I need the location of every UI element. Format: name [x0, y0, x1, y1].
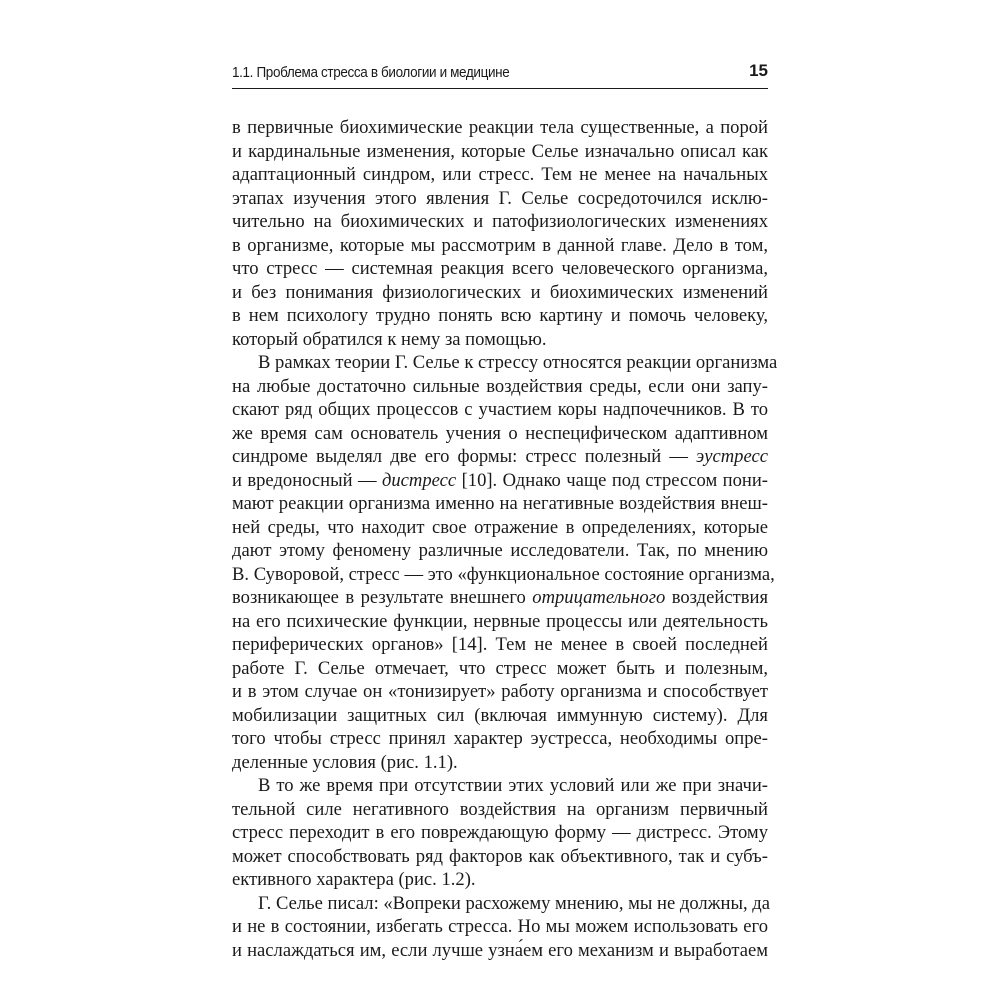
text-segment: работе Г. Селье отмечает, что стресс может быть и полезным, — [232, 657, 768, 679]
text-line — [232, 845, 768, 869]
text-line — [232, 586, 768, 610]
text-segment: дают этому феномену различные исследователи. Так, по мнению — [232, 540, 768, 561]
text-segment: на любые достаточно сильные воздействия среды, если они запу- — [232, 375, 768, 397]
text-line — [232, 492, 768, 516]
text-line — [232, 798, 768, 822]
text-line — [232, 281, 768, 305]
text-segment: стресс переходит в его повреждающую форму — дистресс. Этому — [232, 822, 768, 843]
paragraph — [232, 892, 768, 963]
text-line — [232, 704, 768, 728]
text-segment: деленные условия (рис. 1.1). — [232, 751, 458, 773]
text-line — [232, 445, 768, 469]
paragraph — [232, 351, 778, 774]
text-segment: [10]. Однако чаще под стрессом пони- — [456, 469, 768, 491]
italic-term: дистресс — [381, 469, 457, 491]
text-line — [232, 398, 768, 422]
text-line — [232, 939, 768, 963]
text-segment: в нем психологу трудно понять всю картину и помочь человеку, — [232, 305, 768, 326]
text-segment: в организме, которые мы рассмотрим в данной главе. Дело в том, — [232, 234, 768, 256]
text-segment: мобилизации защитных сил (включая иммунную систему). Для — [232, 704, 768, 726]
text-line — [232, 915, 768, 939]
text-segment: того чтобы стресс принял характер эустресса, необходимы опре- — [232, 728, 768, 749]
text-line — [232, 375, 768, 399]
text-segment: же время сам основатель учения о неспецифическом адаптивном — [232, 422, 768, 444]
paragraph — [232, 116, 768, 351]
text-line — [232, 539, 768, 563]
text-segment: В то же время при отсутствии этих условий или же при значи- — [258, 775, 768, 796]
italic-term: отрицательного — [532, 587, 666, 608]
text-line — [232, 422, 768, 446]
text-line — [232, 187, 768, 211]
text-segment: что стресс — системная реакция всего человеческого организма, — [232, 258, 768, 279]
page-number: 15 — [749, 61, 768, 80]
text-segment: мают реакции организма именно на негативные воздействия внеш- — [232, 493, 768, 514]
text-line — [232, 563, 775, 587]
text-line — [232, 234, 768, 258]
paragraph — [232, 774, 768, 892]
text-segment: и без понимания физиологических и биохимических изменений — [232, 281, 768, 303]
text-line — [232, 821, 768, 845]
text-line — [232, 610, 768, 634]
text-segment: этапах изучения этого явления Г. Селье сосредоточился исклю- — [232, 187, 768, 209]
text-line — [232, 116, 768, 140]
text-segment: и наслаждаться им, если лучше узна́ем его механизм и выработаем — [232, 939, 768, 961]
text-segment: и кардинальные изменения, которые Селье изначально описал как — [232, 140, 768, 162]
text-segment: синдроме выделял две его формы: стресс полезный — — [232, 446, 697, 467]
text-segment: и в этом случае он «тонизирует» работу организма и способствует — [232, 681, 768, 702]
text-line — [232, 633, 768, 657]
text-segment: и вредоносный — — [232, 469, 382, 491]
running-head: 1.1. Проблема стресса в биологии и медицине — [232, 64, 510, 81]
text-line — [232, 680, 768, 704]
text-segment: Г. Селье писал: «Вопреки расхожему мнению, мы не должны, да — [258, 892, 770, 914]
text-segment: который обратился к нему за помощью. — [232, 328, 547, 350]
text-line — [232, 210, 768, 234]
text-segment: ективного характера (рис. 1.2). — [232, 869, 476, 890]
text-line — [232, 304, 768, 328]
text-segment: скают ряд общих процессов с участием коры надпочечников. В то — [232, 399, 768, 420]
italic-term: эустресс — [696, 446, 768, 467]
text-segment: периферических органов» [14]. Тем не менее в своей последней — [232, 634, 768, 655]
text-segment: тельной силе негативного воздействия на организм первичный — [232, 798, 768, 820]
text-line — [232, 328, 768, 352]
text-line — [232, 727, 768, 751]
text-line — [232, 140, 768, 164]
text-line — [232, 257, 768, 281]
body-text — [232, 116, 778, 962]
text-line — [232, 868, 768, 892]
text-segment: и не в состоянии, избегать стресса. Но мы можем использовать его — [232, 916, 768, 937]
text-segment: возникающее в результате внешнего — [232, 587, 533, 608]
text-line — [232, 469, 768, 493]
text-segment: может способствовать ряд факторов как объективного, так и субъ- — [232, 845, 768, 867]
text-segment: на его психические функции, нервные процессы или деятельность — [232, 610, 768, 632]
text-line — [232, 892, 768, 916]
text-segment: в первичные биохимические реакции тела существенные, а порой — [232, 117, 768, 138]
text-line — [232, 774, 768, 798]
page-header — [232, 60, 768, 89]
text-segment: В рамках теории Г. Селье к стрессу относятся реакции организма — [258, 352, 778, 373]
text-line — [232, 163, 768, 187]
text-segment: воздействия — [665, 587, 769, 608]
text-segment: адаптационный синдром, или стресс. Тем не менее на начальных — [232, 164, 768, 185]
text-segment: ней среды, что находит свое отражение в определениях, которые — [232, 516, 768, 538]
text-segment: чительно на биохимических и патофизиологических изменениях — [232, 211, 768, 232]
text-line — [232, 351, 778, 375]
text-line — [232, 516, 768, 540]
text-segment: В. Суворовой, стресс — это «функциональное состояние организма, — [232, 563, 775, 585]
text-line — [232, 751, 768, 775]
text-line — [232, 657, 768, 681]
